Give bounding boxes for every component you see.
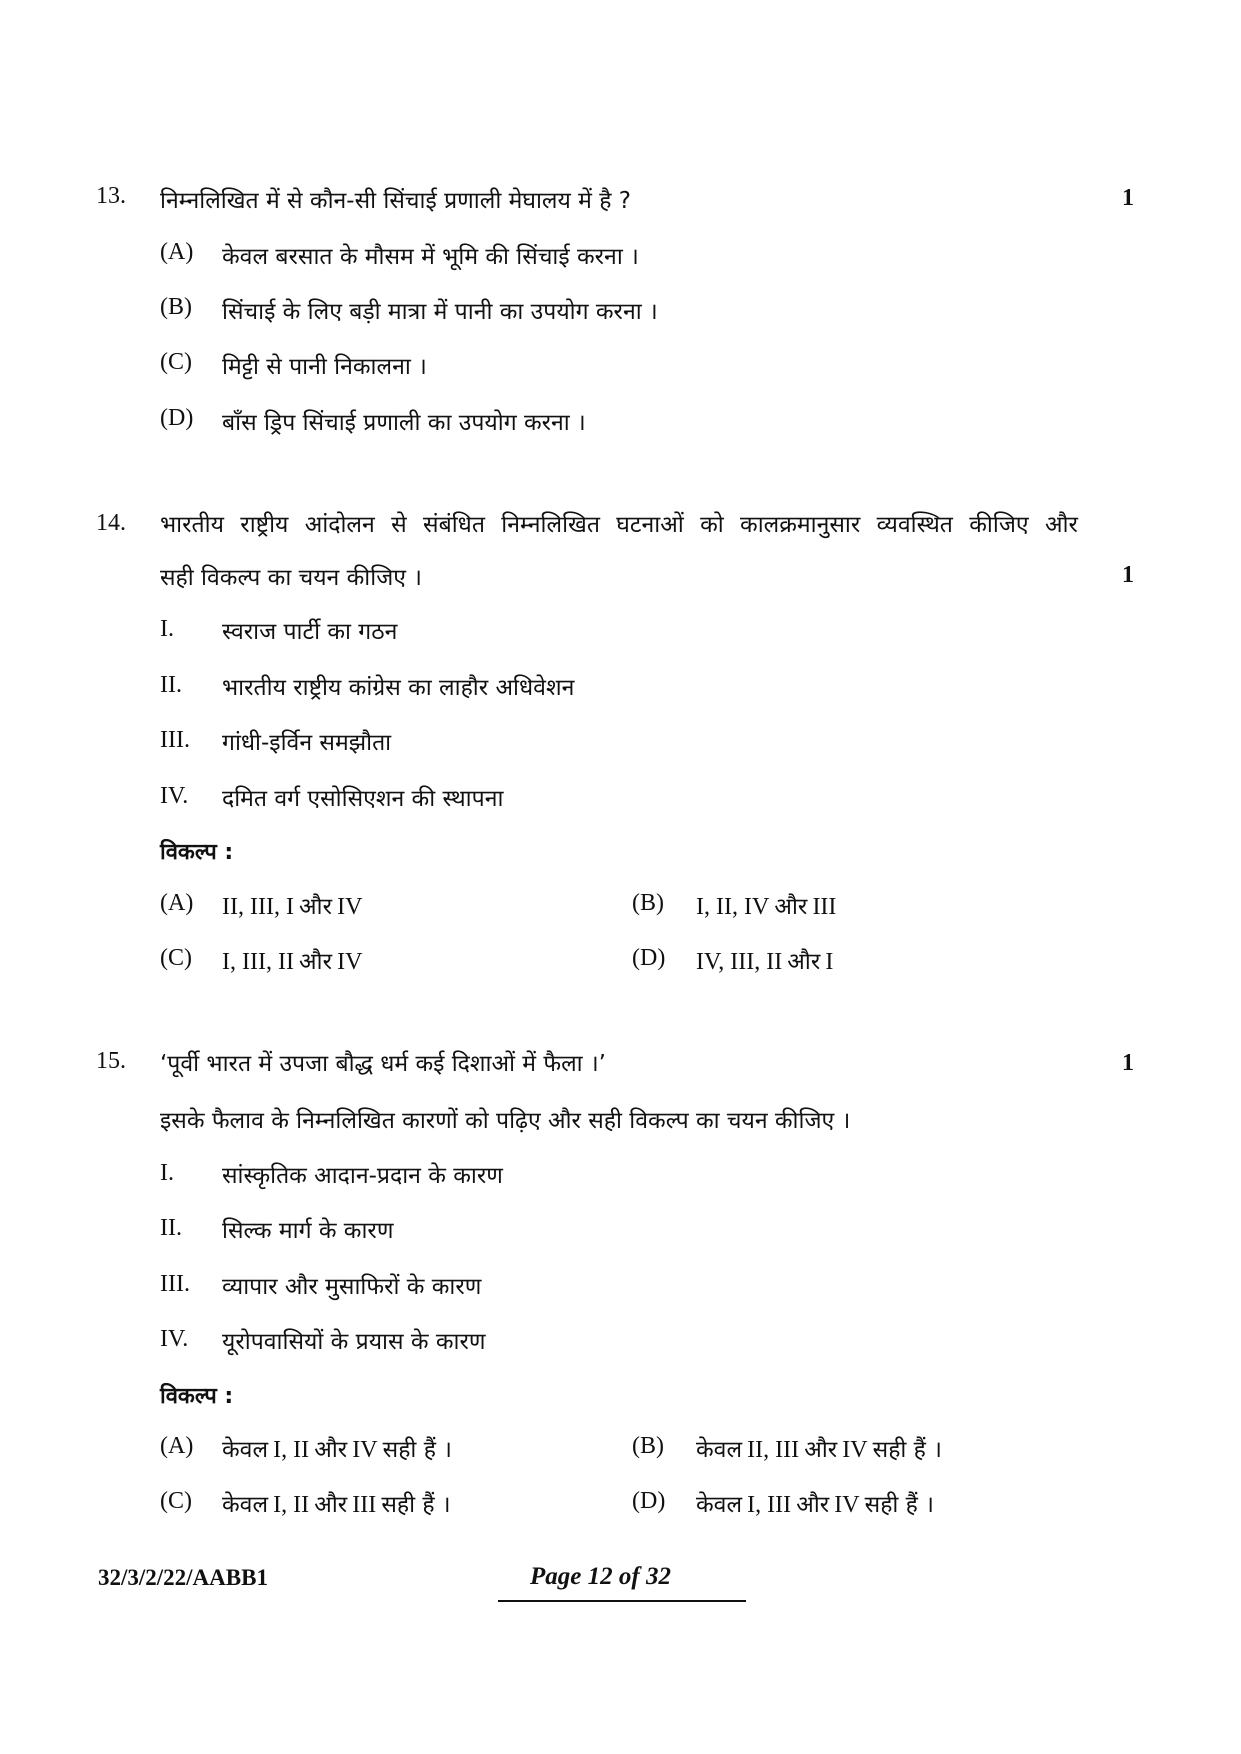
question-14-word: कालक्रमानुसार — [740, 512, 861, 538]
question-14-option-c-label: (C) — [160, 945, 192, 971]
question-13-option-a-label: (A) — [160, 239, 194, 265]
question-14-word: और — [1044, 512, 1078, 538]
option-roman-last: III — [352, 1492, 377, 1518]
option-suffix: सही हैं । — [864, 1492, 934, 1518]
question-14-text-line2: सही विकल्प का चयन कीजिए । — [160, 565, 423, 591]
option-roman: IV, III, II — [696, 949, 783, 975]
option-roman-last: III — [812, 894, 837, 920]
question-15-option-a-text — [222, 1432, 452, 1464]
question-13-option-b-label: (B) — [160, 294, 192, 320]
option-conjunction: और — [796, 1492, 830, 1518]
question-13-marks: 1 — [1122, 185, 1134, 211]
question-15-option-d-label: (D) — [632, 1488, 666, 1514]
paper-code: 32/3/2/22/AABB1 — [98, 1565, 268, 1590]
question-15-statement-1-label: I. — [160, 1160, 174, 1186]
question-14-word: आंदोलन — [304, 512, 375, 538]
question-14-statement-2-text: भारतीय राष्ट्रीय कांग्रेस का लाहौर अधिवेशन — [222, 675, 575, 701]
option-conjunction: और — [787, 949, 821, 975]
question-14-statement-1-text: स्वराज पार्टी का गठन — [222, 619, 398, 645]
option-conjunction: और — [299, 949, 332, 975]
question-14-option-a-label: (A) — [160, 890, 194, 916]
question-14-word: निम्नलिखित — [501, 512, 600, 538]
question-15-statement-2-text: सिल्क मार्ग के कारण — [222, 1218, 394, 1244]
question-13-option-c-label: (C) — [160, 349, 192, 375]
question-14-word: को — [700, 512, 724, 538]
question-14-word: राष्ट्रीय — [240, 512, 289, 538]
question-14-marks: 1 — [1122, 562, 1134, 588]
option-roman-last: IV — [337, 894, 363, 920]
question-14-option-c-text — [222, 944, 362, 976]
option-roman: I, III — [747, 1492, 792, 1518]
question-14-option-d-text — [696, 944, 833, 976]
question-14-word: भारतीय — [160, 512, 224, 538]
question-15-statement-1-text: सांस्कृतिक आदान-प्रदान के कारण — [222, 1163, 503, 1189]
question-14-statement-4-text: दमित वर्ग एसोसिएशन की स्थापना — [222, 786, 504, 812]
option-roman: I, II, IV — [696, 894, 770, 920]
question-13-number: 13. — [96, 183, 126, 209]
question-15-text: ‘पूर्वी भारत में उपजा बौद्ध धर्म कई दिशाओं में फैला ।’ — [160, 1051, 606, 1077]
question-14-option-b-text — [696, 889, 836, 921]
question-15-option-c-label: (C) — [160, 1488, 192, 1514]
question-14-statement-3-label: III. — [160, 727, 190, 753]
question-15-marks: 1 — [1122, 1050, 1134, 1076]
question-15-statement-2-label: II. — [160, 1215, 182, 1241]
question-14-statement-2-label: II. — [160, 672, 182, 698]
question-14-word: व्यवस्थित — [876, 512, 953, 538]
option-prefix: केवल — [696, 1492, 743, 1518]
option-roman-last: I — [825, 949, 834, 975]
question-15-option-d-text — [696, 1487, 934, 1519]
question-15-statement-4-text: यूरोपवासियों के प्रयास के कारण — [222, 1329, 486, 1355]
question-15-number: 15. — [96, 1048, 126, 1074]
question-14-word: से — [391, 512, 407, 538]
question-14-option-d-label: (D) — [632, 945, 666, 971]
question-13-option-a-text: केवल बरसात के मौसम में भूमि की सिंचाई करना । — [222, 244, 639, 270]
option-conjunction: और — [314, 1492, 348, 1518]
option-roman-last: IV — [842, 1437, 868, 1463]
question-15-statement-3-label: III. — [160, 1271, 190, 1297]
option-roman: I, II — [273, 1492, 310, 1518]
question-14-option-b-label: (B) — [632, 890, 664, 916]
question-14-statement-4-label: IV. — [160, 783, 189, 809]
option-roman: II, III — [747, 1437, 800, 1463]
question-14-option-a-text — [222, 889, 362, 921]
option-suffix: सही हैं । — [872, 1437, 942, 1463]
page-number-underline — [498, 1600, 746, 1602]
option-roman-last: IV — [352, 1437, 378, 1463]
option-conjunction: और — [804, 1437, 838, 1463]
option-roman-last: IV — [834, 1492, 860, 1518]
option-conjunction: और — [299, 894, 332, 920]
question-15-option-a-label: (A) — [160, 1433, 194, 1459]
option-roman: II, III, I — [222, 894, 294, 920]
option-conjunction: और — [774, 894, 808, 920]
option-prefix: केवल — [696, 1437, 743, 1463]
question-14-options-heading: विकल्प : — [160, 840, 234, 865]
question-14-statement-1-label: I. — [160, 616, 174, 642]
question-13-option-c-text: मिट्टी से पानी निकालना । — [222, 354, 427, 380]
question-15-option-b-label: (B) — [632, 1433, 664, 1459]
question-15-text-line2: इसके फैलाव के निम्नलिखित कारणों को पढ़िए और सही विकल्प का चयन कीजिए । — [160, 1108, 851, 1134]
option-prefix: केवल — [222, 1437, 269, 1463]
question-13-option-b-text: सिंचाई के लिए बड़ी मात्रा में पानी का उपयोग करना । — [222, 299, 658, 325]
question-15-option-c-text — [222, 1487, 451, 1519]
option-roman: I, II — [273, 1437, 310, 1463]
option-suffix: सही हैं । — [382, 1437, 452, 1463]
question-14-number: 14. — [96, 510, 126, 536]
question-14-text-line1 — [160, 507, 1078, 539]
question-14-word: घटनाओं — [616, 512, 684, 538]
question-15-options-heading: विकल्प : — [160, 1384, 234, 1409]
option-suffix: सही हैं । — [381, 1492, 451, 1518]
question-15-statement-4-label: IV. — [160, 1326, 189, 1352]
page-number: Page 12 of 32 — [530, 1563, 671, 1590]
option-roman-last: IV — [337, 949, 363, 975]
question-15-option-b-text — [696, 1432, 942, 1464]
question-13-option-d-text: बाँस ड्रिप सिंचाई प्रणाली का उपयोग करना । — [222, 410, 586, 436]
question-14-statement-3-text: गांधी-इर्विन समझौता — [222, 730, 392, 756]
question-13-option-d-label: (D) — [160, 405, 194, 431]
option-prefix: केवल — [222, 1492, 269, 1518]
question-15-statement-3-text: व्यापार और मुसाफिरों के कारण — [222, 1274, 482, 1300]
question-14-word: संबंधित — [423, 512, 485, 538]
question-13-text: निम्नलिखित में से कौन-सी सिंचाई प्रणाली मेघालय में है ? — [160, 188, 631, 214]
question-14-word: कीजिए — [969, 512, 1029, 538]
option-roman: I, III, II — [222, 949, 294, 975]
option-conjunction: और — [314, 1437, 348, 1463]
